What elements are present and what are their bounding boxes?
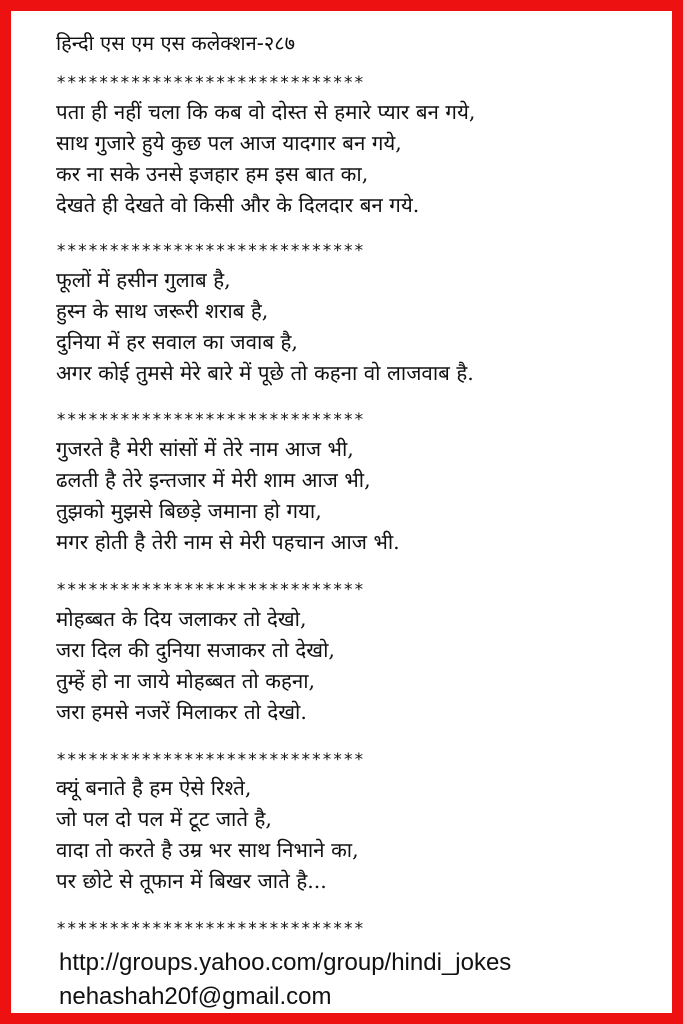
stanza-line: तुम्हें हो ना जाये मोहब्बत तो कहना,: [56, 669, 316, 693]
stanza-line: साथ गुजारे हुये कुछ पल आज यादगार बन गये,: [56, 131, 402, 155]
stanza-3: [56, 434, 636, 558]
stanza-line: गुजरते है मेरी सांसों में तेरे नाम आज भी,: [56, 437, 354, 461]
separator-2: *****************************: [56, 241, 365, 261]
stanza-line: पता ही नहीं चला कि कब वो दोस्त से हमारे प्यार बन गये,: [56, 100, 476, 124]
stanza-line: जो पल दो पल में टूट जाते है,: [56, 807, 272, 831]
separator-6: *****************************: [56, 919, 365, 939]
page-title: हिन्दी एस एम एस कलेक्शन-२८७: [56, 31, 296, 55]
stanza-line: जरा दिल की दुनिया सजाकर तो देखो,: [56, 638, 335, 662]
stanza-1: [56, 97, 636, 221]
stanza-line: फूलों में हसीन गुलाब है,: [56, 268, 231, 292]
stanza-line: वादा तो करते है उम्र भर साथ निभाने का,: [56, 838, 359, 862]
stanza-line: क्यूं बनाते है हम ऐसे रिश्ते,: [56, 776, 252, 800]
stanza-line: अगर कोई तुमसे मेरे बारे में पूछे तो कहना वो लाजवाब है.: [56, 361, 474, 385]
stanza-4: [56, 604, 636, 728]
separator-5: *****************************: [56, 750, 365, 770]
stanza-line: तुझको मुझसे बिछड़े जमाना हो गया,: [56, 499, 322, 523]
separator-1: *****************************: [56, 73, 365, 93]
separator-3: *****************************: [56, 410, 365, 430]
group-url-link[interactable]: http://groups.yahoo.com/group/hindi_jokes: [59, 949, 512, 976]
stanza-line: पर छोटे से तूफान में बिखर जाते है...: [56, 869, 327, 893]
stanza-line: हुस्न के साथ जरूरी शराब है,: [56, 299, 269, 323]
separator-4: *****************************: [56, 580, 365, 600]
stanza-line: मोहब्बत के दिय जलाकर तो देखो,: [56, 607, 307, 631]
stanza-line: मगर होती है तेरी नाम से मेरी पहचान आज भी.: [56, 530, 400, 554]
stanza-line: कर ना सके उनसे इजहार हम इस बात का,: [56, 162, 369, 186]
stanza-line: ढलती है तेरे इन्तजार में मेरी शाम आज भी,: [56, 468, 371, 492]
stanza-line: दुनिया में हर सवाल का जवाब है,: [56, 330, 298, 354]
stanza-line: देखते ही देखते वो किसी और के दिलदार बन गये.: [56, 193, 420, 217]
stanza-line: जरा हमसे नजरें मिलाकर तो देखो.: [56, 700, 307, 724]
contact-email-link[interactable]: nehashah20f@gmail.com: [59, 983, 332, 1010]
stanza-2: [56, 265, 636, 389]
stanza-5: [56, 773, 636, 897]
